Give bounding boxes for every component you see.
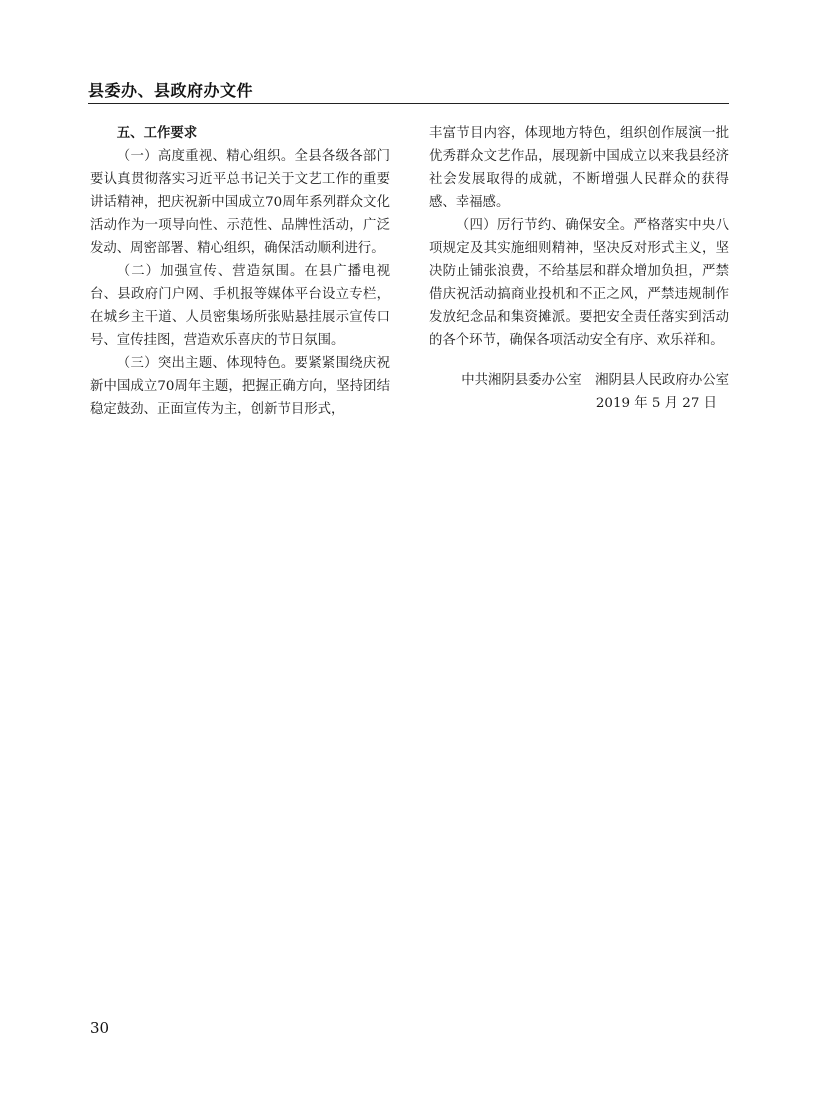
- issuing-offices: 中共湘阴县委办公室 湘阴县人民政府办公室: [461, 373, 729, 388]
- running-header: 县委办、县政府办文件: [88, 81, 254, 100]
- page-number: 30: [90, 1019, 110, 1037]
- signature-block: [429, 369, 729, 415]
- paragraph-3-continued: 丰富节目内容，体现地方特色，组织创作展演一批优秀群众文艺作品，展现新中国成立以来我县经济社会发展取得的成就，不断增强人民群众的获得感、幸福感。: [429, 126, 729, 210]
- right-column: [429, 122, 729, 415]
- header-rule: [88, 103, 729, 104]
- paragraph-4: （四）厉行节约、确保安全。严格落实中央八项规定及其实施细则精神，坚决反对形式主义，坚决防止铺张浪费，不给基层和群众增加负担，严禁借庆祝活动搞商业投机和不正之风，严禁违规制作发放纪念品和集资摊派。要把安全责任落实到活动的各个环节，确保各项活动安全有序、欢乐祥和。: [429, 218, 729, 348]
- left-column: [90, 122, 390, 421]
- section-heading: 五、工作要求: [116, 126, 198, 141]
- paragraph-2: （二）加强宣传、营造氛围。在县广播电视台、县政府门户网、手机报等媒体平台设立专栏，在城乡主干道、人员密集场所张贴悬挂展示宣传口号、宣传挂图，营造欢乐喜庆的节日氛围。: [90, 264, 390, 348]
- paragraph-1: （一）高度重视、精心组织。全县各级各部门要认真贯彻落实习近平总书记关于文艺工作的重要讲话精神，把庆祝新中国成立70周年系列群众文化活动作为一项导向性、示范性、品牌性活动，广泛发动、周密部署、精心组织，确保活动顺利进行。: [90, 149, 390, 256]
- issue-date: 2019 年 5 月 27 日: [595, 396, 717, 411]
- paragraph-3: （三）突出主题、体现特色。要紧紧围绕庆祝新中国成立70周年主题，把握正确方向，坚持团结稳定鼓劲、正面宣传为主，创新节目形式，: [90, 356, 390, 417]
